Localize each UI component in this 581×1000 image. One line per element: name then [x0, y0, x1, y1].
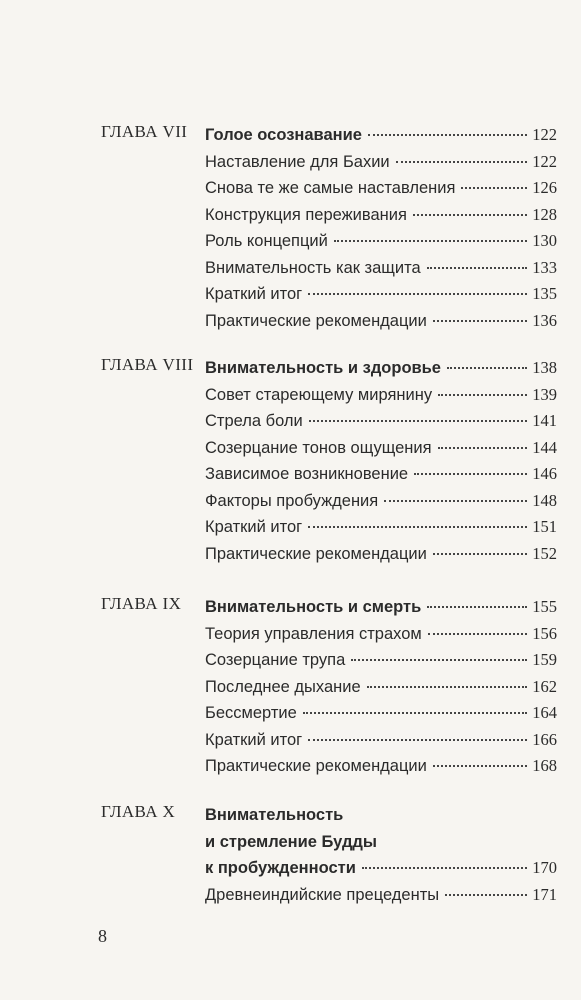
chapter-label: ГЛАВА VIII — [101, 355, 194, 374]
toc-entry[interactable] — [205, 488, 557, 515]
dot-leader — [445, 894, 527, 896]
entry-page-number: 133 — [532, 257, 557, 277]
toc-entry[interactable] — [205, 435, 557, 462]
dot-leader — [384, 500, 527, 502]
dot-leader — [438, 394, 527, 396]
entry-page-number: 128 — [532, 204, 557, 224]
entry-page-number: 164 — [532, 703, 557, 722]
entry-title: Снова те же самые наставления — [205, 179, 456, 197]
chapter-entries — [205, 594, 557, 780]
entry-page-number: 144 — [532, 437, 557, 457]
toc-entry[interactable] — [205, 281, 557, 308]
entry-page-number: 130 — [532, 231, 557, 250]
entry-title: Краткий итог — [205, 285, 303, 303]
toc-entry[interactable] — [205, 700, 557, 727]
toc-entry[interactable] — [205, 228, 557, 255]
dot-leader — [309, 420, 527, 422]
dot-leader — [433, 765, 527, 767]
toc-entry[interactable] — [205, 753, 557, 780]
entry-title: Внимательность — [205, 806, 344, 824]
entry-title: к пробужденности — [205, 859, 356, 877]
entry-page-number: 146 — [532, 464, 557, 483]
entry-title: Стрела боли — [205, 412, 303, 430]
entry-title: Факторы пробуждения — [205, 491, 379, 510]
toc-entry[interactable] — [205, 355, 557, 382]
toc-entry[interactable] — [205, 647, 557, 674]
entry-title: Древнеиндийские прецеденты — [205, 885, 440, 904]
entry-page-number: 152 — [532, 543, 557, 563]
toc-entry[interactable] — [205, 461, 557, 488]
toc-entry[interactable] — [205, 594, 557, 621]
entry-title: Краткий итог — [205, 518, 303, 536]
entry-page-number: 156 — [532, 623, 557, 643]
chapter-label: ГЛАВА VII — [101, 122, 188, 141]
dot-leader — [433, 553, 527, 555]
toc-entry[interactable] — [205, 408, 557, 435]
chapter-entries — [205, 122, 557, 334]
entry-title: Внимательность и здоровье — [205, 359, 441, 377]
entry-title: Практические рекомендации — [205, 311, 427, 330]
dot-leader — [308, 293, 527, 295]
entry-page-number: 162 — [532, 676, 557, 696]
toc-entry[interactable] — [205, 255, 557, 282]
entry-page-number: 171 — [532, 884, 557, 904]
entry-title: Зависимое возникновение — [205, 465, 409, 483]
entry-page-number: 148 — [532, 490, 557, 510]
toc-entry[interactable] — [205, 122, 557, 149]
dot-leader — [427, 267, 527, 269]
dot-leader — [396, 161, 527, 163]
toc-entry[interactable] — [205, 802, 557, 829]
entry-page-number: 122 — [532, 125, 557, 144]
dot-leader — [362, 867, 527, 869]
toc-entry[interactable] — [205, 541, 557, 568]
dot-leader — [303, 712, 527, 714]
entry-title: и стремление Будды — [205, 832, 377, 851]
toc-entry[interactable] — [205, 621, 557, 648]
chapter-label: ГЛАВА X — [101, 802, 176, 821]
entry-page-number: 138 — [532, 358, 557, 377]
toc-entry[interactable] — [205, 882, 557, 909]
toc-entry[interactable] — [205, 674, 557, 701]
entry-page-number: 170 — [532, 858, 557, 877]
entry-page-number: 126 — [532, 178, 557, 197]
entry-title: Созерцание тонов ощущения — [205, 438, 432, 457]
toc-entry[interactable] — [205, 382, 557, 409]
chapter-label: ГЛАВА IX — [101, 594, 182, 613]
entry-title: Совет стареющему мирянину — [205, 385, 433, 404]
dot-leader — [414, 473, 527, 475]
toc-entry[interactable] — [205, 727, 557, 754]
entry-title: Практические рекомендации — [205, 544, 427, 563]
chapter-entries — [205, 802, 557, 908]
entry-page-number: 139 — [532, 384, 557, 404]
entry-title: Внимательность как защита — [205, 258, 421, 277]
toc-entry[interactable] — [205, 308, 557, 335]
entry-title: Роль концепций — [205, 232, 328, 250]
toc-entry[interactable] — [205, 514, 557, 541]
entry-title: Теория управления страхом — [205, 624, 422, 643]
entry-title: Конструкция переживания — [205, 205, 407, 224]
entry-page-number: 166 — [532, 729, 557, 749]
dot-leader — [308, 739, 527, 741]
entry-page-number: 155 — [532, 597, 557, 616]
entry-title: Практические рекомендации — [205, 757, 427, 775]
dot-leader — [334, 240, 527, 242]
entry-title: Голое осознавание — [205, 126, 362, 144]
dot-leader — [447, 367, 527, 369]
entry-title: Наставление для Бахии — [205, 152, 390, 171]
entry-page-number: 159 — [532, 650, 557, 669]
dot-leader — [351, 659, 527, 661]
entry-title: Внимательность и смерть — [205, 598, 422, 616]
toc-entry[interactable] — [205, 149, 557, 176]
dot-leader — [413, 214, 527, 216]
dot-leader — [427, 606, 527, 608]
toc-entry[interactable] — [205, 202, 557, 229]
dot-leader — [367, 686, 527, 688]
dot-leader — [368, 134, 527, 136]
chapter-entries — [205, 355, 557, 567]
dot-leader — [428, 633, 527, 635]
entry-title: Бессмертие — [205, 704, 297, 722]
toc-entry[interactable] — [205, 829, 557, 856]
dot-leader — [438, 447, 527, 449]
toc-entry[interactable] — [205, 175, 557, 202]
entry-page-number: 168 — [532, 756, 557, 775]
dot-leader — [461, 187, 527, 189]
entry-page-number: 135 — [532, 284, 557, 303]
entry-title: Краткий итог — [205, 730, 303, 749]
entry-title: Последнее дыхание — [205, 677, 361, 696]
page-number: 8 — [98, 926, 107, 946]
dot-leader — [308, 526, 527, 528]
entry-page-number: 141 — [532, 411, 557, 430]
entry-title: Созерцание трупа — [205, 651, 346, 669]
entry-page-number: 122 — [532, 151, 557, 171]
dot-leader — [433, 320, 527, 322]
toc-entry[interactable] — [205, 855, 557, 882]
entry-page-number: 151 — [532, 517, 557, 536]
entry-page-number: 136 — [532, 310, 557, 330]
